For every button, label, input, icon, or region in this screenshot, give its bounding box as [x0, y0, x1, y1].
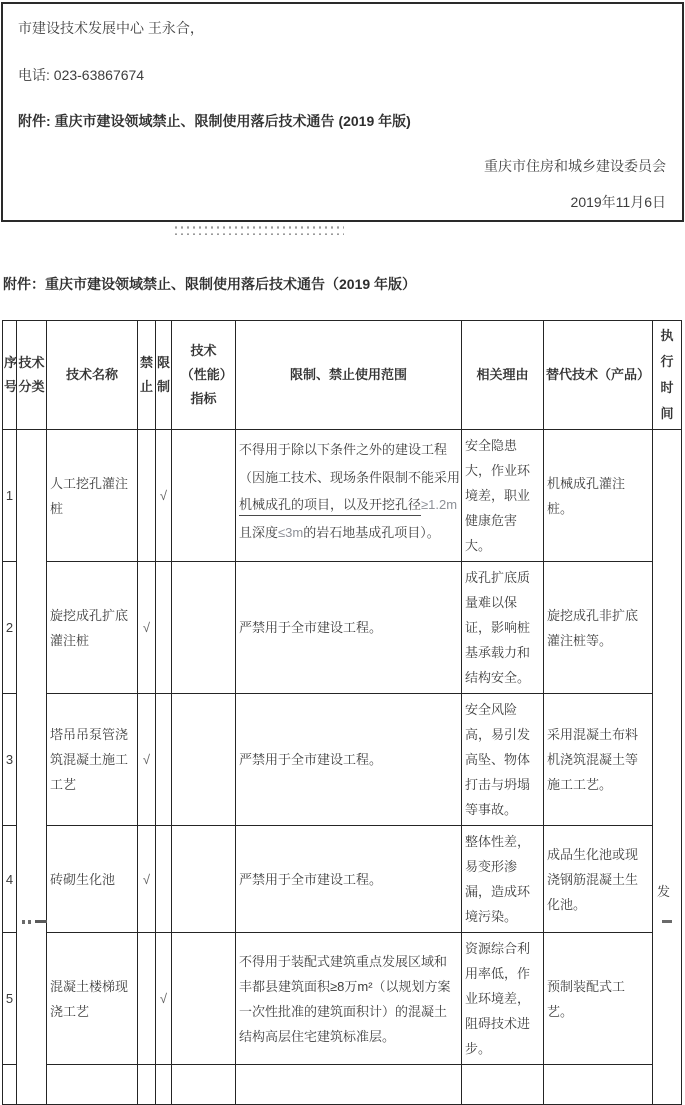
issuer-line: 重庆市住房和城乡建设委员会: [484, 158, 666, 174]
execution-time-text: 发: [657, 884, 671, 899]
dimension-value: ≤3m: [278, 524, 304, 540]
row2-reason: 成孔扩底质量难以保证，影响桩基承载力和结构安全。: [462, 562, 544, 694]
scope-text: 的岩石地基成孔项目）。: [303, 524, 440, 540]
contact-line: 市建设技术发展中心 王永合，: [18, 20, 204, 36]
row3-restrict: [156, 694, 172, 826]
row6-reason: [462, 1065, 544, 1105]
row4-reason: 整体性差，易变形渗漏，造成环境污染。: [462, 826, 544, 933]
row1-name: 人工挖孔灌注桩: [47, 430, 138, 562]
row3-no: 3: [3, 694, 17, 826]
banned-tech-table: [2, 320, 682, 1105]
row6-ban: [138, 1065, 156, 1105]
row2-restrict: [156, 562, 172, 694]
clipped-category-text-fragment: [35, 920, 47, 923]
header-reason: 相关理由: [462, 321, 544, 430]
row6-scope: [236, 1065, 462, 1105]
row5-alternative: 预制装配式工艺。: [544, 933, 653, 1065]
row3-scope: 严禁用于全市建设工程。: [236, 694, 462, 826]
table-row: [3, 430, 682, 562]
row1-no: 1: [3, 430, 17, 562]
row4-indicator: [172, 826, 236, 933]
row4-ban: √: [138, 826, 156, 933]
row2-ban: √: [138, 562, 156, 694]
row4-alternative: 成品生化池或现浇钢筋混凝土生化池。: [544, 826, 653, 933]
letter-box: [1, 2, 684, 222]
header-name: 技术名称: [47, 321, 138, 430]
table-row: [3, 933, 682, 1065]
technology-notice-table: [2, 320, 682, 1056]
row3-name: 塔吊吊泵管浇筑混凝土施工工艺: [47, 694, 138, 826]
row1-scope-line2: （因施工技术、现场条件限制不能采用: [239, 469, 461, 485]
row4-scope: 严禁用于全市建设工程。: [236, 826, 462, 933]
row3-reason: 安全风险高，易引发高坠、物体打击与坍塌等事故。: [462, 694, 544, 826]
row1-reason: 安全隐患大，作业环境差，职业健康危害大。: [462, 430, 544, 562]
dimension-value: ≥1.2m: [421, 497, 458, 512]
table-row: [3, 694, 682, 826]
row3-indicator: [172, 694, 236, 826]
clipped-category-text-fragment: [22, 920, 31, 924]
row1-scope-line1: 不得用于除以下条件之外的建设工程: [239, 442, 448, 457]
row6-no: [3, 1065, 17, 1105]
attachment-reference-line: 附件: 重庆市建设领域禁止、限制使用落后技术通告 (2019 年版): [18, 113, 411, 129]
row1-alternative: 机械成孔灌注桩。: [544, 430, 653, 562]
dotted-separator: [173, 223, 344, 235]
row1-scope: [236, 430, 462, 562]
header-no: 序号: [3, 321, 17, 430]
row5-reason: 资源综合利用率低，作业环境差，阻碍技术进步。: [462, 933, 544, 1065]
underlined-phrase: 机械成孔的项目，以及开挖孔径: [239, 497, 421, 516]
date-line: 2019年11月6日: [570, 194, 666, 210]
row5-scope: 不得用于装配式建筑重点发展区域和丰都县建筑面积≥8万m²（以规划方案一次性批准的建筑面积计）的混凝土结构高层住宅建筑标准层。: [236, 933, 462, 1065]
row4-no: 4: [3, 826, 17, 933]
header-restrict: 限制: [156, 321, 172, 430]
row3-alternative: 采用混凝土布料机浇筑混凝土等施工工艺。: [544, 694, 653, 826]
row2-alternative: 旋挖成孔非扩底灌注桩等。: [544, 562, 653, 694]
row1-scope-line4: [239, 519, 459, 547]
row6-restrict: [156, 1065, 172, 1105]
table-row: [3, 562, 682, 694]
category-merged-cell: [17, 430, 47, 1105]
row3-ban: √: [138, 694, 156, 826]
row5-ban: [138, 933, 156, 1065]
row5-restrict: √: [156, 933, 172, 1065]
header-alternative: 替代技术（产品）: [544, 321, 653, 430]
row6-indicator: [172, 1065, 236, 1105]
row2-name: 旋挖成孔扩底灌注桩: [47, 562, 138, 694]
phone-line: 电话: 023-63867674: [18, 67, 145, 83]
table-row: [3, 826, 682, 933]
table-header-row: [3, 321, 682, 430]
header-indicator: 技术（性能）指标: [172, 321, 236, 430]
row5-indicator: [172, 933, 236, 1065]
row1-ban: [138, 430, 156, 562]
row6-name: [47, 1065, 138, 1105]
header-ban: 禁止: [138, 321, 156, 430]
row2-indicator: [172, 562, 236, 694]
row4-restrict: [156, 826, 172, 933]
execution-time-merged-cell: [653, 430, 682, 1105]
scope-text: 且深度: [239, 524, 279, 540]
row4-name: 砖砌生化池: [47, 826, 138, 933]
header-execution-time: 执行时间: [653, 321, 682, 430]
row1-restrict: √: [156, 430, 172, 562]
row2-scope: 严禁用于全市建设工程。: [236, 562, 462, 694]
row6-alternative: [544, 1065, 653, 1105]
row1-scope-line3: [239, 491, 459, 519]
row5-no: 5: [3, 933, 17, 1065]
row5-name: 混凝土楼梯现浇工艺: [47, 933, 138, 1065]
clipped-execution-time-fragment: [662, 920, 672, 923]
table-row-clipped: [3, 1065, 682, 1105]
header-scope: 限制、禁止使用范围: [236, 321, 462, 430]
row2-no: 2: [3, 562, 17, 694]
header-category: 技术分类: [17, 321, 47, 430]
row1-indicator: [172, 430, 236, 562]
attachment-heading: 附件：重庆市建设领域禁止、限制使用落后技术通告（2019 年版）: [3, 276, 417, 292]
